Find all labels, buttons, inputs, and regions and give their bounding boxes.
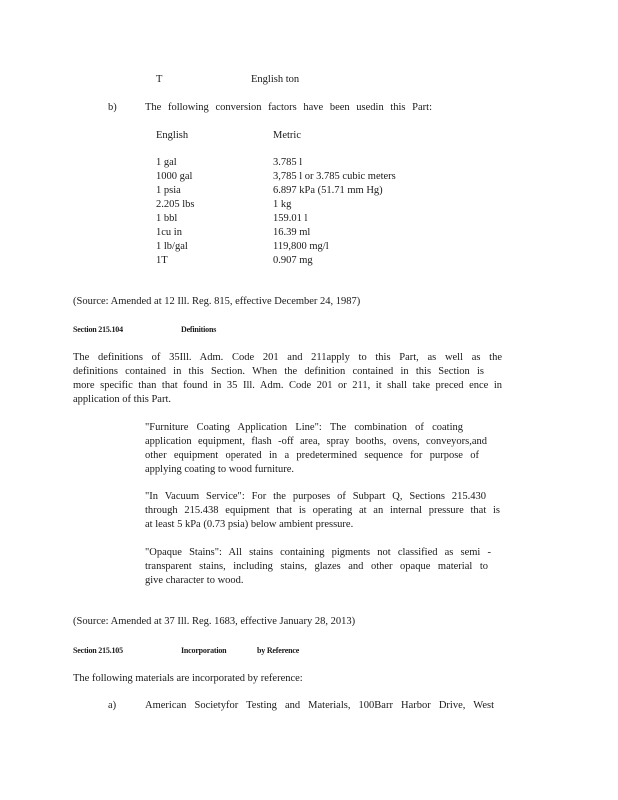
table-cell-english: 1 gal [156, 157, 177, 168]
paragraph-line: more specific than that found in 35 Ill. Adm. Code 201 or 211, it shall take preced ence in [73, 380, 502, 391]
paragraph-line: definitions contained in this Section. When the definition contained in this Section is [73, 366, 484, 377]
item-b-text: The following conversion factors have been usedin this Part: [145, 102, 432, 113]
paragraph-line: "Furniture Coating Application Line": The combination of coating [145, 422, 463, 433]
paragraph-line: application of this Part. [73, 394, 171, 405]
table-cell-metric: 16.39 ml [273, 227, 311, 238]
top-row-col1: T [156, 74, 163, 85]
top-row-col2: English ton [251, 74, 300, 85]
item-a-text: American Societyfor Testing and Materials, 100Barr Harbor Drive, West [145, 700, 494, 711]
table-cell-metric: 0.907 mg [273, 255, 313, 266]
table-header-english: English [156, 130, 189, 141]
paragraph-line: through 215.438 equipment that is operating at an internal pressure that is [145, 505, 500, 516]
incorporation-intro: The following materials are incorporated by reference: [73, 673, 303, 684]
table-cell-english: 2.205 lbs [156, 199, 195, 210]
table-cell-metric: 6.897 kPa (51.71 mm Hg) [273, 185, 383, 196]
table-cell-metric: 1 kg [273, 199, 292, 210]
section-title: Incorporation [181, 646, 227, 655]
paragraph-line: other equipment operated in a predetermined sequence for purpose of [145, 450, 479, 461]
table-cell-metric: 3,785 l or 3.785 cubic meters [273, 171, 396, 182]
source-note: (Source: Amended at 37 Ill. Reg. 1683, effective January 28, 2013) [73, 616, 356, 627]
paragraph-line: give character to wood. [145, 575, 244, 586]
section-title: Definitions [181, 325, 217, 334]
section-title-continued: by Reference [257, 646, 300, 655]
paragraph-line: "Opaque Stains": All stains containing pigments not classified as semi - [145, 547, 491, 558]
section-number: Section 215.105 [73, 646, 123, 655]
item-b-marker: b) [108, 102, 117, 113]
table-cell-metric: 3.785 l [273, 157, 303, 168]
table-cell-english: 1000 gal [156, 171, 193, 182]
table-cell-english: 1 lb/gal [156, 241, 188, 252]
paragraph-line: at least 5 kPa (0.73 psia) below ambient pressure. [145, 519, 354, 530]
item-a-marker: a) [108, 700, 117, 711]
section-number: Section 215.104 [73, 325, 123, 334]
paragraph-line: transparent stains, including stains, glazes and other opaque material to [145, 561, 488, 572]
table-cell-metric: 119,800 mg/l [273, 241, 329, 252]
source-note: (Source: Amended at 12 Ill. Reg. 815, effective December 24, 1987) [73, 296, 361, 307]
table-cell-english: 1T [156, 255, 168, 266]
paragraph-line: applying coating to wood furniture. [145, 464, 295, 475]
table-cell-metric: 159.01 l [273, 213, 308, 224]
paragraph-line: "In Vacuum Service": For the purposes of Subpart Q, Sections 215.430 [145, 491, 486, 502]
table-cell-english: 1cu in [156, 227, 182, 238]
paragraph-line: application equipment, flash -off area, spray booths, ovens, conveyors,and [145, 436, 487, 447]
table-header-metric: Metric [273, 130, 301, 141]
table-cell-english: 1 bbl [156, 213, 178, 224]
paragraph-line: The definitions of 35Ill. Adm. Code 201 and 211apply to this Part, as well as the [73, 352, 502, 363]
table-cell-english: 1 psia [156, 185, 181, 196]
